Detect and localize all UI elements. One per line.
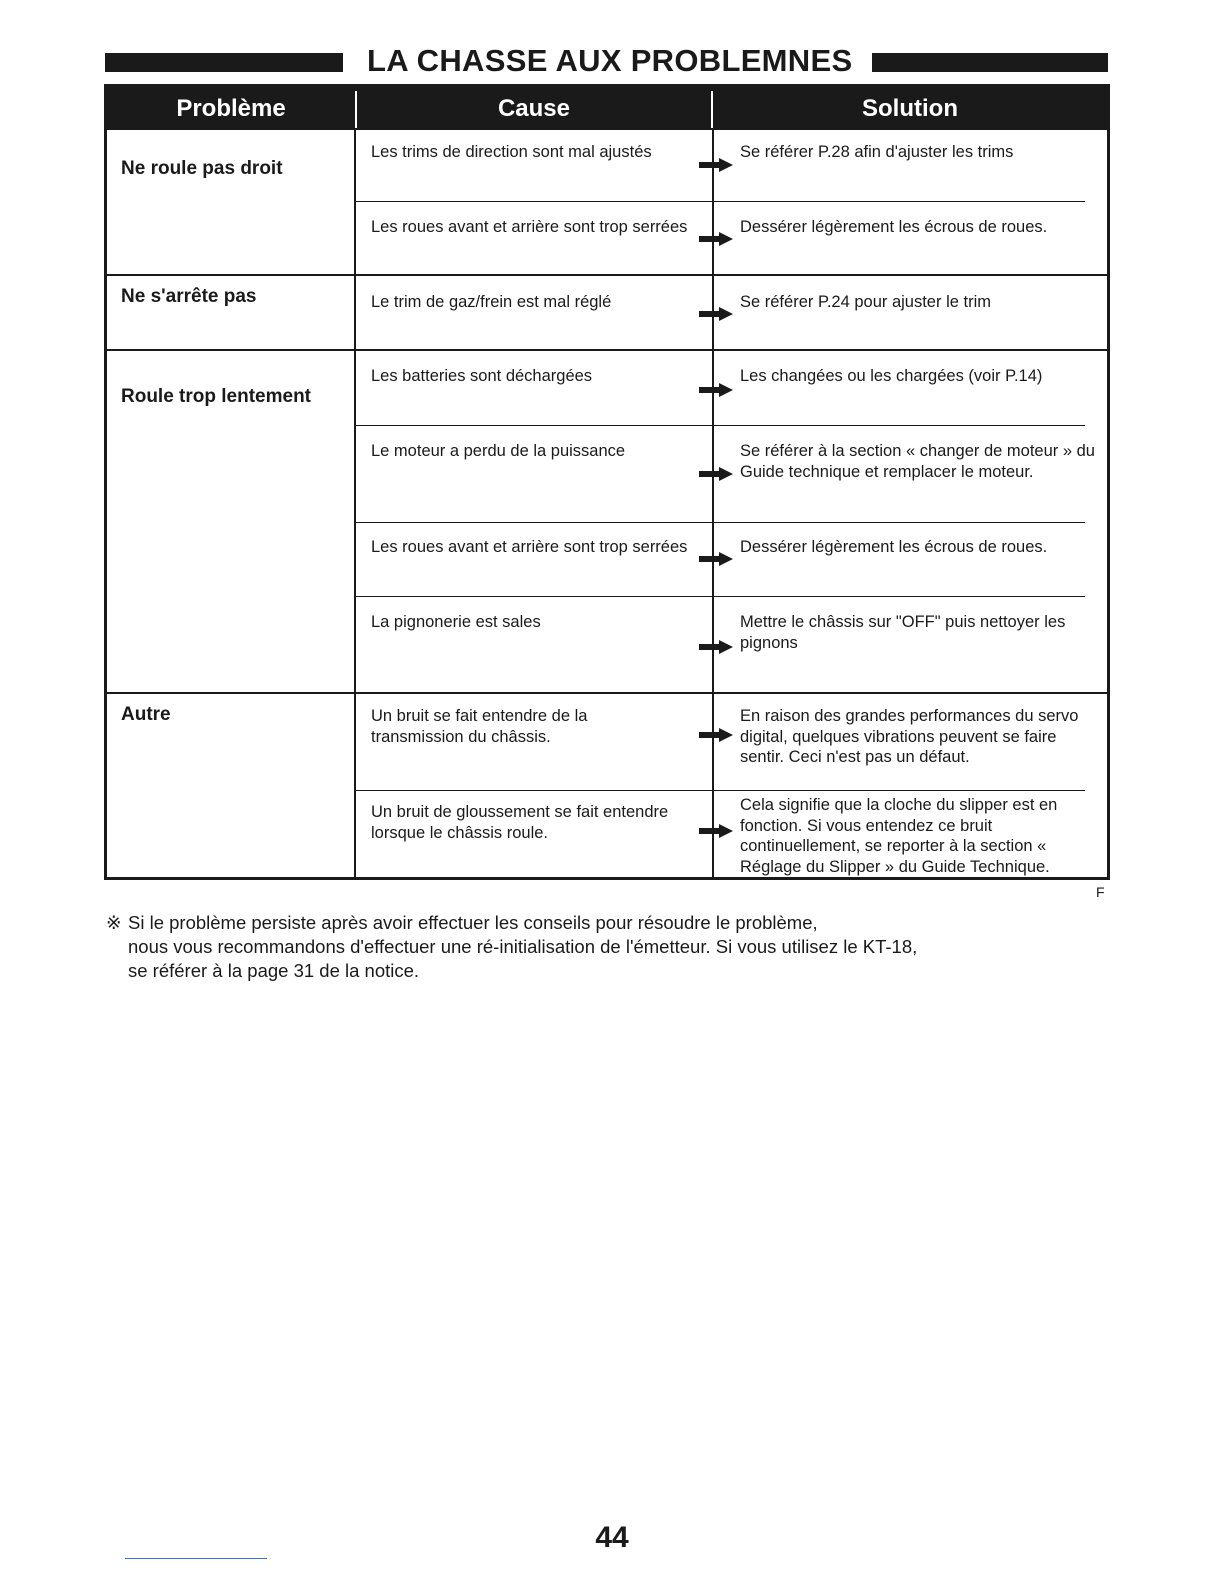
cause-text: Le moteur a perdu de la puissance (371, 442, 626, 460)
header-cause: Cause (497, 95, 571, 122)
arrow-right-icon (699, 728, 733, 742)
solution-text: Cela signifie que la cloche du slipper est en fonction. Si vous entendez ce bruit continuellement, se reporter à la section « Réglage du Slipper » du Guide Technique. (740, 796, 1058, 876)
solution-text: Dessérer légèrement les écrous de roues. (740, 538, 1048, 556)
row-divider (356, 522, 1085, 523)
title-rule-right (872, 53, 1108, 72)
note-line: nous vous recommandons d'effectuer une ré-initialisation de l'émetteur. Si vous utilisez le KT-18, (128, 936, 918, 957)
solution-text: Les changées ou les chargées (voir P.14) (740, 367, 1043, 385)
problem-label: Autre (121, 704, 171, 725)
arrow-right-icon (699, 467, 733, 481)
row-divider (356, 201, 1085, 202)
cause-text: La pignonerie est sales (371, 613, 541, 631)
cause-text: Un bruit de gloussement se fait entendre lorsque le châssis roule. (371, 803, 669, 842)
page-title: LA CHASSE AUX PROBLEMNES (367, 43, 853, 78)
arrow-right-icon (699, 552, 733, 566)
arrow-right-icon (699, 232, 733, 246)
footnote (106, 911, 917, 983)
header-problem: Problème (176, 95, 286, 122)
corner-mark: F (1096, 884, 1105, 900)
group-divider (107, 692, 1107, 694)
page-number: 44 (595, 1521, 629, 1554)
group-divider (107, 274, 1107, 276)
solution-text: Se référer P.28 afin d'ajuster les trims (740, 143, 1014, 161)
cause-text: Un bruit se fait entendre de la transmission du châssis. (371, 707, 588, 746)
header-solution: Solution (862, 95, 958, 122)
page-title-banner (105, 42, 1108, 80)
cause-text: Les batteries sont déchargées (371, 367, 593, 385)
troubleshooting-table (104, 84, 1110, 880)
problem-label: Ne roule pas droit (121, 158, 283, 179)
row-divider (356, 790, 1085, 791)
row-divider (356, 596, 1085, 597)
cause-text: Les roues avant et arrière sont trop serrées (371, 218, 688, 236)
table-header (107, 87, 1107, 130)
problem-label: Roule trop lentement (121, 386, 312, 407)
cause-text: Le trim de gaz/frein est mal réglé (371, 293, 612, 311)
column-divider (354, 130, 356, 877)
solution-text: Dessérer légèrement les écrous de roues. (740, 218, 1048, 236)
arrow-right-icon (699, 383, 733, 397)
arrow-right-icon (699, 307, 733, 321)
solution-text: En raison des grandes performances du servo digital, quelques vibrations peuvent se faire sentir. Ceci n'est pas un défaut. (740, 707, 1079, 766)
group-divider (107, 349, 1107, 351)
arrow-right-icon (699, 158, 733, 172)
note-line: se référer à la page 31 de la notice. (128, 960, 420, 981)
solution-text: Mettre le châssis sur "OFF" puis nettoyer les pignons (740, 613, 1066, 652)
arrow-right-icon (699, 824, 733, 838)
footer-rule (125, 1558, 267, 1559)
solution-text: Se référer P.24 pour ajuster le trim (740, 293, 991, 311)
row-divider (356, 425, 1085, 426)
note-symbol: ※ (106, 912, 122, 933)
title-rule-left (105, 53, 343, 72)
arrow-right-icon (699, 640, 733, 654)
cause-text: Les roues avant et arrière sont trop serrées (371, 538, 688, 556)
solution-text: Se référer à la section « changer de moteur » du Guide technique et remplacer le moteur. (740, 442, 1095, 481)
cause-text: Les trims de direction sont mal ajustés (371, 143, 652, 161)
note-line: Si le problème persiste après avoir effectuer les conseils pour résoudre le problème, (128, 912, 818, 933)
problem-label: Ne s'arrête pas (121, 286, 257, 307)
